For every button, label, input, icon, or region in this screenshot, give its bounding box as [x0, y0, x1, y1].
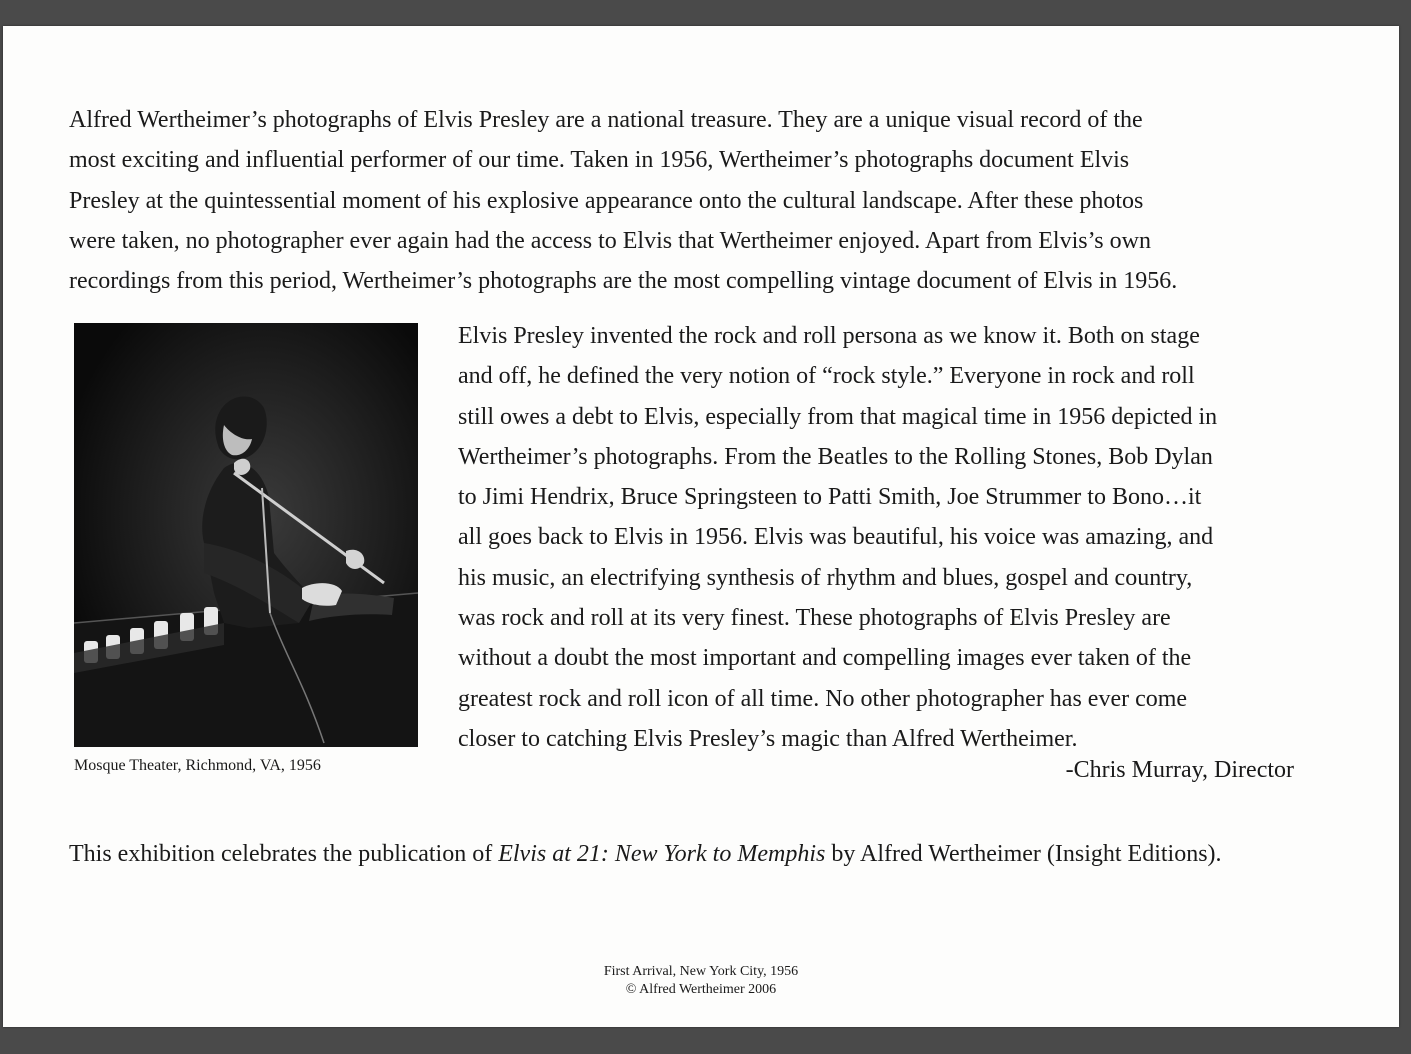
- body-line: all goes back to Elvis in 1956. Elvis was beautiful, his voice was amazing, and: [458, 524, 1214, 551]
- exhibition-prefix: This exhibition celebrates the publication of: [69, 841, 499, 867]
- body-line: Wertheimer’s photographs. From the Beatles to the Rolling Stones, Bob Dylan: [458, 443, 1213, 470]
- author-signature: -Chris Murray, Director: [1065, 757, 1294, 783]
- body-line: closer to catching Elvis Presley’s magic than Alfred Wertheimer.: [458, 725, 1078, 752]
- photo-caption: Mosque Theater, Richmond, VA, 1956: [74, 757, 321, 774]
- intro-line: recordings from this period, Wertheimer’s photographs are the most compelling vintage document of Elvis in 1956.: [69, 268, 1178, 295]
- intro-line: were taken, no photographer ever again had the access to Elvis that Wertheimer enjoyed. Apart from Elvis’s own: [69, 227, 1151, 254]
- intro-paragraph: [69, 100, 1329, 301]
- exhibition-note: [69, 841, 1222, 868]
- intro-line: Alfred Wertheimer’s photographs of Elvis Presley are a national treasure. They are a unique visual record of the: [69, 107, 1143, 133]
- exhibition-suffix: by Alfred Wertheimer (Insight Editions).: [825, 841, 1222, 867]
- body-line: was rock and roll at its very finest. These photographs of Elvis Presley are: [458, 605, 1171, 632]
- postcard-back: [3, 26, 1399, 1027]
- body-line: still owes a debt to Elvis, especially from that magical time in 1956 depicted in: [458, 403, 1218, 430]
- body-line: Elvis Presley invented the rock and roll persona as we know it. Both on stage: [458, 323, 1200, 349]
- footer-credit: [3, 963, 1399, 999]
- copyright-notice: © Alfred Wertheimer 2006: [625, 982, 777, 997]
- intro-line: most exciting and influential performer of our time. Taken in 1956, Wertheimer’s photographs document Elvis: [69, 147, 1130, 174]
- body-line: greatest rock and roll icon of all time. No other photographer has ever come: [458, 685, 1188, 712]
- book-title: Elvis at 21: New York to Memphis: [498, 841, 826, 867]
- elvis-performance-photo: [74, 323, 418, 747]
- body-line: to Jimi Hendrix, Bruce Springsteen to Patti Smith, Joe Strummer to Bono…it: [458, 484, 1202, 511]
- body-line: his music, an electrifying synthesis of rhythm and blues, gospel and country,: [458, 564, 1193, 591]
- main-paragraph: [458, 316, 1328, 759]
- cover-photo-caption: First Arrival, New York City, 1956: [603, 964, 799, 979]
- intro-line: Presley at the quintessential moment of his explosive appearance onto the cultural landscape. After these photos: [69, 187, 1144, 214]
- body-line: without a doubt the most important and compelling images ever taken of the: [458, 645, 1192, 672]
- body-line: and off, he defined the very notion of “rock style.” Everyone in rock and roll: [458, 363, 1195, 390]
